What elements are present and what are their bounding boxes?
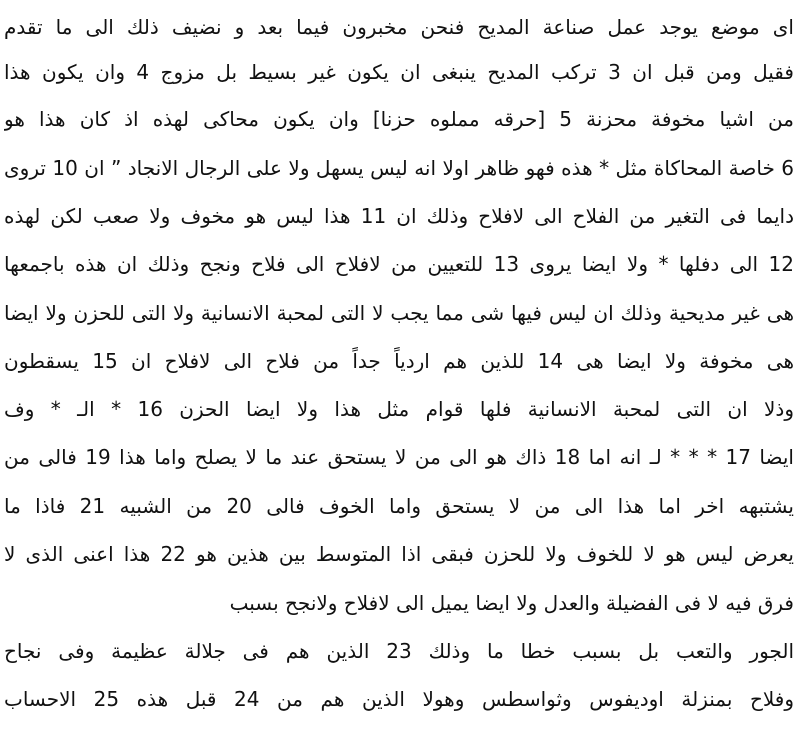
text-line-5: دايما فى التغير من الفلاح الى لافلاح وذلك ان 11 هذا ليس هو مخوف ولا صعب لكن لهذه <box>4 204 794 228</box>
text-line-6: 12 الى دفلها * ولا ايضا يروى 13 للتعيين من لافلاح الى فلاح ونجح وذلك ان هذه باجمعها <box>4 252 794 276</box>
text-line-10: ايضا 17 * * * لـ انه اما 18 ذاك هو الى من لا يستحق عند ما لا يصلح واما هذا 19 فالى من <box>4 445 794 469</box>
text-line-12: يعرض ليس هو لا للخوف ولا للحزن فبقى اذا المتوسط بين هذين هو 22 هذا اعنى الذى لا <box>4 542 794 566</box>
text-line-9: وذلا ان التى لمحبة الانسانية فلها قوام مثل هذا ولا ايضا الحزن 16 * الـ * وف <box>4 397 794 421</box>
text-line-4: 6 خاصة المحاكاة مثل * هذه فهو ظاهر اولا انه ليس يسهل ولا على الرجال الانجاد ” ان 10 تروى <box>4 156 794 180</box>
text-line-14: الجور والتعب بل بسبب خطا ما وذلك 23 الذين هم فى جلالة عظيمة وفى نجاح <box>4 639 794 663</box>
text-line-13: فرق فيه لا فى الفضيلة والعدل ولا ايضا يميل الى لافلاح ولانجح بسبب <box>229 591 794 615</box>
text-line-2: فقيل ومن قبل ان 3 تركب المديح ينبغى ان يكون غير بسيط بل مزوج 4 وان يكون هذا <box>4 60 794 84</box>
text-line-7: هى غير مديحية وذلك ان ليس فيها شى مما يجب لا التى لمحبة الانسانية ولا التى للحزن ولا ايضا <box>4 301 794 325</box>
text-line-11: يشتبهه اخر اما هذا الى من لا يستحق واما الخوف فالى 20 من الشبيه 21 فاذا ما <box>4 494 794 518</box>
text-line-8: هى مخوفة ولا ايضا هى 14 للذين هم اردياً جداً من فلاح الى لافلاح ان 15 يسقطون <box>4 349 794 373</box>
text-line-1: اى موضع يوجد عمل صناعة المديح فنحن مخبرون فيما بعد و نضيف ذلك الى ما تقدم <box>4 15 794 39</box>
text-line-3: من اشيا مخوفة محزنة 5 [حرقه مملوه حزنا] وان يكون محاكى لهذه اذ كان هذا هو <box>4 107 794 131</box>
text-line-15: وفلاح بمنزلة اوديفوس وثواسطس وهولا الذين هم من 24 قبل هذه 25 الاحساب <box>4 687 794 711</box>
